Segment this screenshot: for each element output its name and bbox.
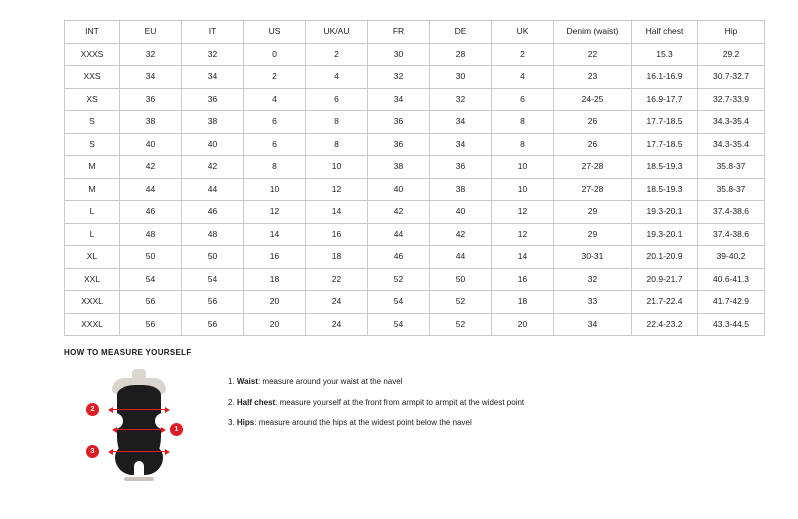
cell-int: XXXL [65,291,120,314]
cell-denim-waist: 22 [554,43,632,66]
cell-uk-au: 18 [306,246,368,269]
cell-half-chest: 19.3-20.1 [632,223,698,246]
note-text: : measure yourself at the front from armpit to armpit at the widest point [275,397,525,407]
waist-measure-arrow-icon [116,429,162,430]
cell-half-chest: 21.7-22.4 [632,291,698,314]
note-number: 1. [228,377,235,386]
cell-fr: 40 [368,178,430,201]
mannequin-leg-gap [134,461,144,477]
cell-hip: 37.4-38.6 [698,223,765,246]
cell-denim-waist: 29 [554,201,632,224]
table-row [65,111,765,134]
cell-eu: 46 [120,201,182,224]
table-row [65,313,765,336]
column-header-denim-waist: Denim (waist) [554,21,632,44]
cell-it: 42 [182,156,244,179]
cell-fr: 44 [368,223,430,246]
cell-us: 0 [244,43,306,66]
cell-denim-waist: 26 [554,111,632,134]
cell-int: M [65,178,120,201]
table-header-row [65,21,765,44]
list-item [228,418,524,428]
cell-de: 34 [430,133,492,156]
cell-int: S [65,111,120,134]
badge-waist: 1 [170,423,183,436]
cell-denim-waist: 23 [554,66,632,89]
column-header-int: INT [65,21,120,44]
list-item [228,398,524,408]
cell-denim-waist: 34 [554,313,632,336]
cell-uk: 16 [492,268,554,291]
cell-uk: 10 [492,156,554,179]
cell-us: 16 [244,246,306,269]
cell-hip: 39-40.2 [698,246,765,269]
cell-de: 28 [430,43,492,66]
cell-half-chest: 15.3 [632,43,698,66]
cell-it: 54 [182,268,244,291]
cell-eu: 40 [120,133,182,156]
table-row [65,66,765,89]
cell-uk: 2 [492,43,554,66]
table-row [65,133,765,156]
cell-int: S [65,133,120,156]
cell-fr: 38 [368,156,430,179]
cell-half-chest: 16.9-17.7 [632,88,698,111]
cell-hip: 34.3-35.4 [698,111,765,134]
cell-denim-waist: 30-31 [554,246,632,269]
table-row [65,43,765,66]
cell-fr: 36 [368,111,430,134]
cell-us: 4 [244,88,306,111]
half-chest-measure-arrow-icon [112,409,166,410]
cell-fr: 34 [368,88,430,111]
cell-it: 38 [182,111,244,134]
cell-it: 46 [182,201,244,224]
cell-denim-waist: 26 [554,133,632,156]
cell-eu: 34 [120,66,182,89]
cell-it: 34 [182,66,244,89]
cell-denim-waist: 32 [554,268,632,291]
cell-us: 10 [244,178,306,201]
cell-uk: 8 [492,133,554,156]
table-row [65,156,765,179]
cell-denim-waist: 29 [554,223,632,246]
cell-uk-au: 8 [306,133,368,156]
cell-eu: 38 [120,111,182,134]
cell-it: 50 [182,246,244,269]
table-row [65,268,765,291]
cell-eu: 44 [120,178,182,201]
cell-eu: 32 [120,43,182,66]
cell-us: 14 [244,223,306,246]
cell-hip: 43.3-44.5 [698,313,765,336]
cell-fr: 30 [368,43,430,66]
note-number: 3. [228,418,235,428]
cell-it: 56 [182,291,244,314]
cell-half-chest: 16.1-16.9 [632,66,698,89]
note-term: Half chest [236,397,276,407]
cell-int: XS [65,88,120,111]
size-chart-table [64,20,765,336]
cell-de: 44 [430,246,492,269]
table-row [65,178,765,201]
cell-us: 18 [244,268,306,291]
cell-fr: 46 [368,246,430,269]
cell-uk: 6 [492,88,554,111]
mannequin-illustration [80,367,200,487]
cell-eu: 56 [120,313,182,336]
note-text: : measure around your waist at the navel [257,377,403,386]
list-item [228,377,524,387]
cell-hip: 40.6-41.3 [698,268,765,291]
cell-de: 52 [430,313,492,336]
cell-half-chest: 17.7-18.5 [632,133,698,156]
cell-denim-waist: 24-25 [554,88,632,111]
cell-us: 6 [244,111,306,134]
cell-it: 56 [182,313,244,336]
column-header-hip: Hip [698,21,765,44]
cell-fr: 36 [368,133,430,156]
cell-uk-au: 14 [306,201,368,224]
cell-de: 36 [430,156,492,179]
hip-measure-arrow-icon [112,451,166,452]
cell-it: 36 [182,88,244,111]
cell-hip: 29.2 [698,43,765,66]
cell-de: 40 [430,201,492,224]
cell-fr: 32 [368,66,430,89]
cell-hip: 32.7-33.9 [698,88,765,111]
table-row [65,201,765,224]
cell-uk-au: 8 [306,111,368,134]
cell-uk: 12 [492,201,554,224]
cell-denim-waist: 27-28 [554,156,632,179]
note-term: Hips [236,418,255,428]
note-number: 2. [228,397,235,407]
column-header-us: US [244,21,306,44]
cell-de: 34 [430,111,492,134]
column-header-fr: FR [368,21,430,44]
cell-int: XXXS [65,43,120,66]
cell-fr: 54 [368,291,430,314]
note-term: Waist [236,377,258,386]
cell-hip: 35.8-37 [698,156,765,179]
cell-int: L [65,201,120,224]
cell-uk-au: 2 [306,43,368,66]
table-row [65,223,765,246]
cell-uk-au: 10 [306,156,368,179]
cell-fr: 54 [368,313,430,336]
cell-half-chest: 20.9-21.7 [632,268,698,291]
cell-uk-au: 22 [306,268,368,291]
cell-uk: 10 [492,178,554,201]
cell-hip: 37.4-38.6 [698,201,765,224]
table-row [65,88,765,111]
measure-instructions-list [228,367,524,439]
cell-half-chest: 20.1-20.9 [632,246,698,269]
cell-hip: 34.3-35.4 [698,133,765,156]
cell-uk-au: 24 [306,291,368,314]
cell-uk-au: 24 [306,313,368,336]
cell-int: L [65,223,120,246]
cell-de: 32 [430,88,492,111]
cell-eu: 42 [120,156,182,179]
cell-uk: 20 [492,313,554,336]
cell-denim-waist: 33 [554,291,632,314]
cell-us: 8 [244,156,306,179]
cell-hip: 30.7-32.7 [698,66,765,89]
cell-uk-au: 6 [306,88,368,111]
cell-int: XXS [65,66,120,89]
note-text: : measure around the hips at the widest point below the navel [254,418,472,428]
cell-half-chest: 22.4-23.2 [632,313,698,336]
cell-uk: 12 [492,223,554,246]
how-to-measure-body [64,367,744,487]
table-row [65,246,765,269]
cell-it: 40 [182,133,244,156]
cell-hip: 41.7-42.9 [698,291,765,314]
cell-uk: 8 [492,111,554,134]
cell-it: 48 [182,223,244,246]
cell-us: 20 [244,291,306,314]
cell-it: 32 [182,43,244,66]
cell-fr: 42 [368,201,430,224]
mannequin-stand [124,477,154,481]
cell-int: XL [65,246,120,269]
cell-de: 38 [430,178,492,201]
cell-de: 50 [430,268,492,291]
column-header-half-chest: Half chest [632,21,698,44]
cell-uk: 14 [492,246,554,269]
cell-int: M [65,156,120,179]
column-header-eu: EU [120,21,182,44]
cell-uk-au: 12 [306,178,368,201]
cell-de: 52 [430,291,492,314]
cell-eu: 54 [120,268,182,291]
badge-hips: 3 [86,445,99,458]
cell-uk: 18 [492,291,554,314]
mannequin-torso-icon [110,369,168,481]
cell-int: XXL [65,268,120,291]
column-header-uk-au: UK/AU [306,21,368,44]
cell-de: 42 [430,223,492,246]
cell-it: 44 [182,178,244,201]
column-header-it: IT [182,21,244,44]
cell-us: 2 [244,66,306,89]
column-header-uk: UK [492,21,554,44]
column-header-de: DE [430,21,492,44]
how-to-measure-title: HOW TO MEASURE YOURSELF [64,348,192,357]
cell-eu: 50 [120,246,182,269]
cell-uk-au: 16 [306,223,368,246]
cell-us: 6 [244,133,306,156]
cell-fr: 52 [368,268,430,291]
cell-uk: 4 [492,66,554,89]
cell-eu: 36 [120,88,182,111]
how-to-measure-section [64,348,744,487]
cell-denim-waist: 27-28 [554,178,632,201]
cell-uk-au: 4 [306,66,368,89]
table-row [65,291,765,314]
cell-us: 20 [244,313,306,336]
size-chart-container [64,20,749,336]
cell-half-chest: 18.5-19.3 [632,156,698,179]
cell-half-chest: 18.5-19.3 [632,178,698,201]
badge-half-chest: 2 [86,403,99,416]
cell-eu: 56 [120,291,182,314]
cell-de: 30 [430,66,492,89]
cell-half-chest: 17.7-18.5 [632,111,698,134]
cell-hip: 35.8-37 [698,178,765,201]
cell-half-chest: 19.3-20.1 [632,201,698,224]
cell-eu: 48 [120,223,182,246]
cell-us: 12 [244,201,306,224]
cell-int: XXXL [65,313,120,336]
